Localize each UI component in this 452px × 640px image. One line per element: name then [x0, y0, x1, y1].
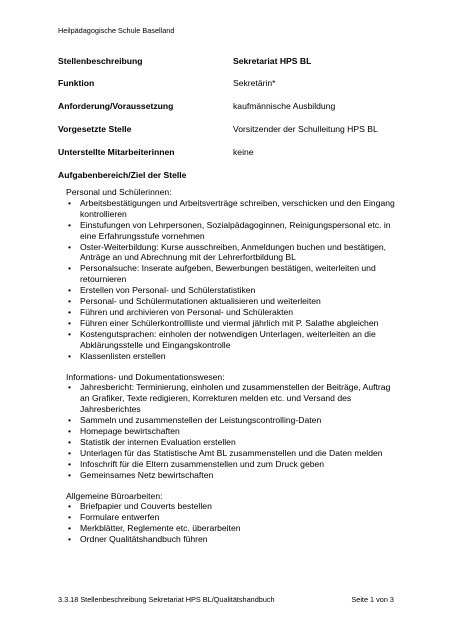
list-item: • Merkblätter, Reglemente etc. überarbeiten [68, 523, 241, 534]
field-label-anforderung: Anforderung/Voraussetzung [58, 101, 174, 111]
list-item: • Gemeinsames Netz bewirtschaften [68, 469, 214, 480]
list-item: • Erstellen von Personal- und Schülerstatistiken [68, 285, 256, 296]
field-value-funktion: Sekretärin* [233, 78, 276, 88]
list-item: • Einstufungen von Lehrpersonen, Sozialpädagoginnen, Reinigungspersonal etc. in eine Erfahrungsstufe vornehmen [68, 219, 391, 241]
task-list [66, 187, 396, 555]
field-label-funktion: Funktion [58, 78, 95, 88]
bullet-list [66, 501, 396, 545]
group-office [66, 491, 396, 546]
field-label-unterstellte: Unterstellte Mitarbeiterinnen [58, 147, 175, 157]
list-item: • Sammeln und zusammenstellen der Leistungscontrolling-Daten [68, 415, 322, 426]
list-item: • Homepage bewirtschaften [68, 426, 180, 437]
list-item: • Briefpapier und Couverts bestellen [68, 501, 212, 512]
group-title: Allgemeine Büroarbeiten: [66, 490, 163, 501]
list-item: • Personalsuche: Inserate aufgeben, Bewerbungen bestätigen, weiterleiten und retournieren [68, 263, 376, 285]
section-title: Aufgabenbereich/Ziel der Stelle [58, 170, 187, 180]
bullet-list [66, 198, 396, 362]
group-information [66, 372, 396, 481]
list-item: • Jahresbericht: Terminierung, einholen und zusammenstellen der Beiträge, Auftrag an Grafiker, Texte redigieren, Korrekturen melden etc. und Versand des Jahresberichtes [68, 382, 391, 415]
list-item: • Führen und archivieren von Personal- und Schülerakten [68, 306, 294, 317]
page-header: Heilpädagogische Schule Baselland [58, 26, 175, 35]
group-personal [66, 187, 396, 362]
list-item: • Formulare entwerfen [68, 512, 160, 523]
footer-doc-ref: 3.3.18 Stellenbeschreibung Sekretariat HPS BL/Qualitätshandbuch [58, 595, 275, 604]
list-item: • Oster-Weiterbildung: Kurse ausschreiben, Anmeldungen buchen und bestätigen, Anträge an und Abrechnung mit der Lehrerfortbildung BL [68, 241, 387, 263]
field-value-unterstellte: keine [233, 147, 254, 157]
list-item: • Statistik der internen Evaluation erstellen [68, 436, 236, 447]
list-item: • Unterlagen für das Statistische Amt BL zusammenstellen und die Daten melden [68, 447, 383, 458]
field-value-vorgesetzte-stelle: Vorsitzender der Schulleitung HPS BL [233, 124, 378, 134]
field-value-stellenbeschreibung: Sekretariat HPS BL [233, 56, 312, 66]
bullet-list [66, 382, 396, 480]
group-title: Informations- und Dokumentationswesen: [66, 371, 225, 382]
field-label-vorgesetzte-stelle: Vorgesetzte Stelle [58, 124, 132, 134]
list-item: • Ordner Qualitätshandbuch führen [68, 534, 208, 545]
list-item: • Klassenlisten erstellen [68, 350, 166, 361]
list-item: • Kostengutsprachen: einholen der notwendigen Unterlagen, weiterleiten an die Abklärungsstelle und Eingangskontrolle [68, 328, 376, 350]
field-label-stellenbeschreibung: Stellenbeschreibung [58, 56, 143, 66]
group-title: Personal und Schülerinnen: [66, 187, 172, 197]
field-value-anforderung: kaufmännische Ausbildung [233, 101, 336, 111]
list-item: • Infoschrift für die Eltern zusammenstellen und zum Druck geben [68, 458, 325, 469]
footer-page-number: Seite 1 von 3 [351, 595, 394, 604]
list-item: • Führen einer Schülerkontrollliste und viermal jährlich mit P. Salathe abgleichen [68, 317, 379, 328]
list-item: • Arbeitsbestätigungen und Arbeitsverträge schreiben, verschicken und den Eingang kontrollieren [68, 197, 395, 219]
list-item: • Personal- und Schülermutationen aktualisieren und weiterleiten [68, 296, 321, 307]
